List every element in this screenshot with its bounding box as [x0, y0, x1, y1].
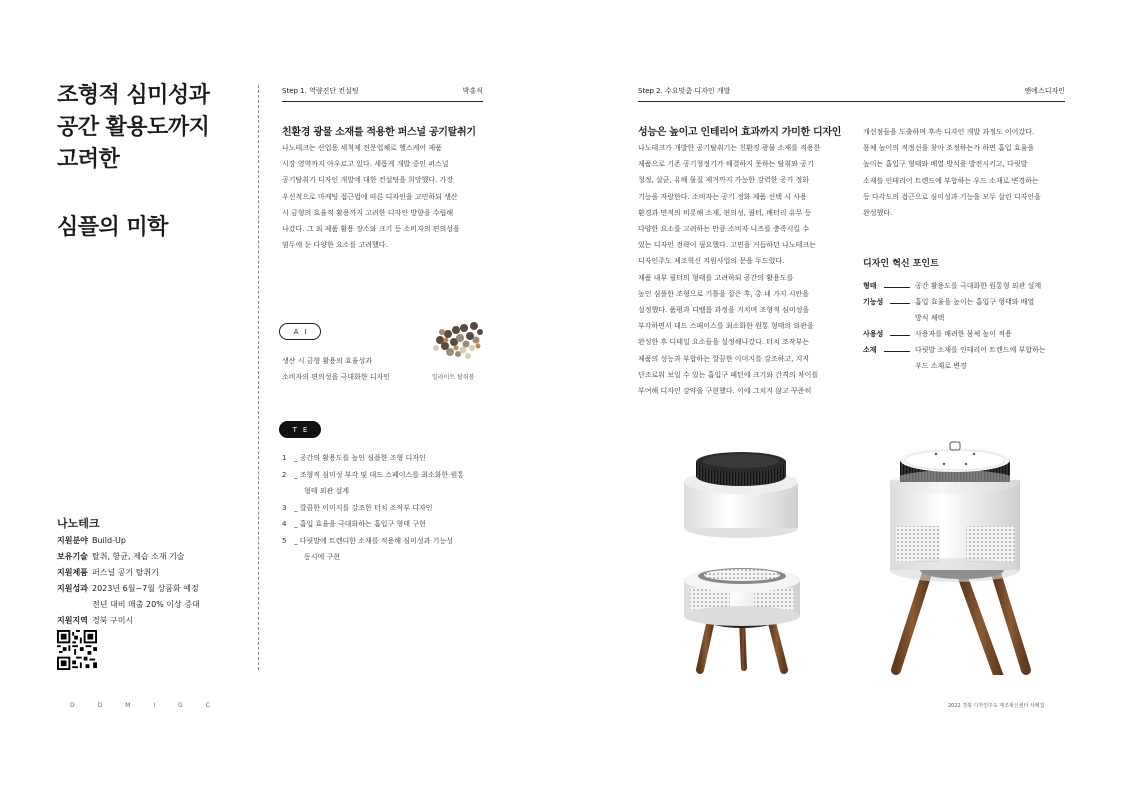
product-photos	[660, 420, 1080, 675]
body-line: 다양한 요소를 고려하는 만큼 소비자 니즈를 충족시킬 수	[638, 225, 810, 234]
list-item-line: 형태 외관 설계	[304, 487, 350, 495]
body-line: 나노테크는 산업용 세척제 전문업체로 헬스케어 제품	[282, 144, 442, 152]
step2-label: Step 2. 수요맞춤 디자인 개발	[638, 87, 731, 95]
purifier-unit-2	[684, 568, 800, 670]
info-key: 지원제품	[57, 568, 88, 577]
body-line: 환경과 면적의 비롯해 소재, 편의성, 필터, 배터리 유무 등	[638, 208, 812, 217]
te-badge: TE	[279, 421, 321, 438]
list-item	[282, 533, 487, 566]
step2-header	[638, 86, 1065, 102]
ai-image-caption: 일라이트 탈취볼	[432, 374, 475, 381]
innovation-title: 디자인 혁신 포인트	[863, 259, 939, 269]
hero-title	[57, 80, 247, 176]
footer-brand-letters	[70, 702, 210, 709]
list-item-line: 동시에 구현	[304, 553, 341, 561]
step1-author: 박흥식	[462, 87, 483, 95]
info-value: 탈취, 항균, 제습 소재 기술	[92, 552, 185, 561]
list-item-number: 1	[282, 454, 287, 462]
innovation-value: 공간 활용도를 극대화한 원통형 외관 설계	[915, 282, 1042, 290]
body-line: 제품 내부 필터의 형태를 고려하되 공간의 활용도를	[638, 273, 794, 282]
list-item-number: 4	[282, 520, 287, 528]
body-line: 몸체 높이의 적정선을 찾아 조정하는가 하면 흡입 효율을	[863, 144, 1035, 153]
list-item-text: _ 흡입 효율을 극대화하는 흡입구 형태 구현	[294, 520, 426, 528]
info-key: 지원성과	[57, 584, 88, 593]
te-list	[282, 450, 487, 566]
footer-publication: 2022 경북 디자인주도 제조혁신센터 사례집	[948, 703, 1045, 709]
key-underline	[884, 351, 910, 352]
body-line: 완성한 후 디테일 요소들을 설정해나갔다. 터치 조작부는	[638, 338, 810, 347]
list-item	[282, 467, 487, 500]
step2-author: 앤에스디자인	[1024, 87, 1065, 95]
innovation-key-text: 형태	[863, 282, 877, 290]
info-row	[57, 549, 257, 565]
innovation-row	[863, 294, 1068, 326]
body-line: 나노테크가 개발한 공기탈취기는 친환경 광물 소재를 적용한	[638, 144, 821, 152]
info-value: 2023년 6월~7월 상품화 예정	[92, 584, 199, 593]
body-line: 시 금형의 효율적 활용까지 고려한 디자인 방향을 수립해	[282, 208, 454, 217]
innovation-key	[863, 294, 915, 326]
body-line: 완성했다.	[863, 209, 893, 218]
list-item	[282, 500, 487, 517]
step2-title: 성능은 높이고 인테리어 효과까지 가미한 디자인	[638, 127, 842, 138]
body-line: 공기탈취기 디자인 개발에 대한 컨설팅을 희망했다. 가장	[282, 176, 454, 185]
company-name: 나노테크	[57, 517, 100, 530]
body-line: 부여해 디자인 강약을 구현했다. 이에 그치지 않고 꾸준히	[638, 387, 812, 396]
body-line: 제품으로 기존 공기청정기가 해결하지 못하는 탈취와 공기	[638, 160, 814, 169]
body-line: 부각하면서 데드 스페이스를 최소화한 원통 형태의 외관을	[638, 322, 814, 331]
innovation-key-text: 기능성	[863, 298, 884, 306]
info-row	[57, 613, 257, 629]
body-line: 디자인주도 제조혁신 지원사업의 문을 두드렸다.	[638, 257, 785, 266]
info-key	[57, 597, 92, 613]
body-line: 나갔다. 그 외 제품 활용 장소와 크기 등 소비자의 편의성을	[282, 225, 460, 234]
step1-title: 친환경 광물 소재를 적용한 퍼스널 공기탈취기	[282, 127, 476, 138]
info-row	[57, 597, 257, 613]
innovation-value	[915, 294, 1068, 326]
hero-subtitle: 심플의 미학	[57, 215, 168, 240]
info-key: 지원분야	[57, 536, 88, 545]
info-row	[57, 533, 257, 549]
list-item-text: _ 깔끔한 이미지를 강조한 터치 조작부 디자인	[294, 503, 433, 512]
info-value: Build-Up	[92, 536, 126, 545]
innovation-value-line: 우드 소재로 변경	[915, 362, 967, 370]
info-value: 전년 대비 매출 20% 이상 증대	[92, 600, 200, 609]
body-line: 청정, 살균, 유해 물질 제거까지 가능한 강력한 공기 정화	[638, 176, 810, 185]
ai-description	[282, 353, 422, 385]
innovation-row	[863, 278, 1068, 294]
list-item-number: 2	[282, 470, 287, 479]
body-line: 높이는 흡입구 형태와 배열 방식을 발전시키고, 다릿발	[863, 160, 1028, 169]
body-line: 개선점들을 도출하며 후속 디자인 개발 과정도 이어갔다.	[863, 128, 1035, 136]
innovation-value-line: 흡입 효율을 높이는 흡입구 형태와 배열	[915, 298, 1035, 306]
list-item-text	[294, 467, 464, 500]
footer-letter: D	[70, 702, 75, 709]
list-item-line: _ 다릿발에 트렌디한 소재를 적용해 심미성과 기능성	[294, 536, 453, 545]
info-row	[57, 581, 257, 597]
ai-line: 생산 시 금형 활용의 효율성과	[282, 357, 373, 365]
info-row	[57, 565, 257, 581]
list-item-text	[294, 533, 453, 566]
body-line: 있는 디자인 전략이 필요했다. 고민을 거듭하던 나노테크는	[638, 241, 816, 250]
body-line: 높인 심플한 조형으로 기틀을 잡은 후, 총 네 가지 시안을	[638, 289, 810, 298]
innovation-key	[863, 278, 915, 294]
key-underline	[890, 335, 910, 336]
body-line: 우선적으로 마케팅 접근법에 따른 디자인을 고민하되 생산	[282, 192, 458, 201]
body-line: 등 다각도의 접근으로 심미성과 기능을 모두 살린 디자인을	[863, 192, 1041, 201]
list-item-text: _ 공간의 활용도를 높인 심플한 조형 디자인	[294, 454, 426, 462]
footer-letter: D	[97, 702, 103, 709]
step2-body-left	[638, 140, 846, 399]
step2-body-right	[863, 124, 1068, 221]
list-item	[282, 516, 487, 533]
list-item	[282, 450, 487, 467]
body-line: 소재를 인테리어 트렌드에 부합하는 우드 소재로 변경하는	[863, 176, 1039, 185]
step1-label: Step 1. 역량진단 컨설팅	[282, 87, 359, 95]
illite-ball-image	[430, 318, 486, 362]
innovation-row	[863, 342, 1068, 374]
footer-letter: M	[125, 702, 131, 709]
innovation-row	[863, 326, 1068, 342]
innovation-key-text: 소재	[863, 346, 877, 354]
body-line: 염두에 둔 다양한 요소를 고려했다.	[282, 241, 388, 250]
body-line: 시장 영역까지 아우르고 있다. 새롭게 개발 중인 퍼스널	[282, 160, 449, 169]
ai-badge: AI	[279, 323, 321, 340]
innovation-value: 사용자를 배려한 몸체 높이 적용	[915, 330, 1012, 338]
purifier-unit-3	[890, 442, 1026, 675]
step1-header	[282, 86, 483, 102]
innovation-key-text: 사용성	[863, 330, 884, 338]
list-item-number: 5	[282, 536, 287, 545]
innovation-value-line: 방식 채택	[915, 314, 945, 322]
key-underline	[890, 303, 910, 304]
innovation-key	[863, 326, 915, 342]
body-line: 설정했다. 품평과 디벨롭 과정을 거치며 조형적 심미성을	[638, 306, 810, 315]
body-line: 제품의 성능과 부합하는 깔끔한 이미지를 강조하고, 지지	[638, 354, 810, 363]
hero-title-line: 고려한	[57, 147, 120, 172]
innovation-list	[863, 278, 1068, 374]
info-key: 지원지역	[57, 616, 88, 625]
footer-letter: I	[153, 702, 156, 709]
info-value: 퍼스널 공기 탈취기	[92, 568, 159, 577]
company-info-table	[57, 533, 257, 629]
hero-title-line: 공간 활용도까지	[57, 115, 210, 140]
body-line: 기능을 자랑한다. 소비자는 공기 정화 제품 선택 시 사용	[638, 192, 807, 201]
column-divider	[258, 85, 259, 670]
footer-letter: C	[205, 702, 210, 709]
list-item-line: _ 조형적 심미성 부각 및 데드 스페이스를 최소화한 원통	[294, 470, 465, 479]
hero-title-line: 조형적 심미성과	[57, 83, 210, 108]
footer-letter: G	[178, 702, 183, 709]
info-value: 경북 구미시	[92, 616, 134, 625]
purifier-unit-1	[684, 452, 798, 538]
ai-line: 소비자의 편의성을 극대화한 디자인	[282, 373, 391, 381]
body-line: 단조로워 보일 수 있는 흡입구 패턴에 크기와 간격의 차이를	[638, 370, 819, 379]
key-underline	[884, 287, 910, 288]
info-key: 보유기술	[57, 552, 88, 561]
list-item-number: 3	[282, 503, 287, 512]
qr-code-icon[interactable]	[57, 630, 97, 670]
step1-body	[282, 140, 482, 253]
innovation-key	[863, 342, 915, 374]
innovation-value-line: 다릿발 소재를 인테리어 트렌드에 부합하는	[915, 346, 1046, 354]
innovation-value	[915, 342, 1068, 374]
